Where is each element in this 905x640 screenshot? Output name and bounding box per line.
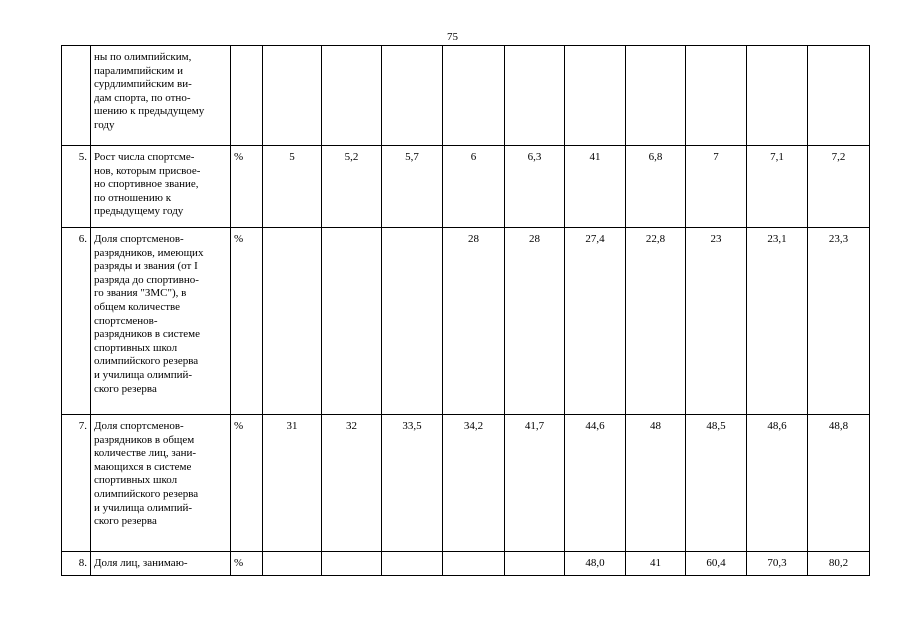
indicators-table — [61, 45, 870, 576]
value-cell — [505, 46, 565, 146]
indicator-name — [91, 415, 231, 552]
indicator-name-line: спортсменов- — [94, 314, 158, 327]
value-cell: 6,3 — [505, 146, 565, 228]
value-cell: 28 — [505, 228, 565, 415]
value-cell — [382, 46, 443, 146]
value-cell: 23,1 — [747, 228, 808, 415]
value-cell: 48,8 — [808, 415, 870, 552]
indicator-name-line: ского резерва — [94, 382, 157, 395]
indicator-name-line: и училища олимпий- — [94, 501, 193, 514]
indicator-name-line: предыдущему году — [94, 205, 184, 218]
value-cell: 6 — [443, 146, 505, 228]
value-cell: 48,6 — [747, 415, 808, 552]
unit-cell: % — [231, 415, 263, 552]
value-cell — [382, 552, 443, 576]
value-cell: 34,2 — [443, 415, 505, 552]
indicator-name-line: олимпийского резерва — [94, 355, 199, 368]
indicator-name-line: количестве лиц, зани- — [94, 447, 197, 460]
value-cell: 23,3 — [808, 228, 870, 415]
indicator-name-line: общем количестве — [94, 300, 181, 313]
indicator-name-line: сурдлимпийским ви- — [94, 78, 192, 91]
table-row — [62, 146, 870, 228]
value-cell: 80,2 — [808, 552, 870, 576]
table-row — [62, 46, 870, 146]
indicator-name-line: разрядников в системе — [94, 328, 201, 341]
row-number: 8. — [62, 552, 91, 576]
value-cell — [322, 46, 382, 146]
indicator-name-line: спортивных школ — [94, 341, 178, 354]
indicator-name-line: Доля лиц, занимаю- — [94, 557, 188, 569]
indicator-name-line: году — [94, 118, 115, 131]
indicator-name-line: спортивных школ — [94, 474, 178, 487]
indicator-name — [91, 46, 231, 146]
value-cell: 41,7 — [505, 415, 565, 552]
unit-cell: % — [231, 228, 263, 415]
value-cell: 7,2 — [808, 146, 870, 228]
value-cell: 7,1 — [747, 146, 808, 228]
row-number — [62, 46, 91, 146]
indicator-name-line: но спортивное звание, — [94, 178, 199, 191]
indicator-name-line: паралимпийским и — [94, 64, 183, 77]
value-cell: 41 — [565, 146, 626, 228]
row-number: 6. — [62, 228, 91, 415]
value-cell — [747, 46, 808, 146]
indicator-name-line: мающихся в системе — [94, 460, 192, 473]
row-number: 5. — [62, 146, 91, 228]
indicator-name-line: шению к предыдущему — [94, 105, 205, 118]
value-cell: 5,2 — [322, 146, 382, 228]
value-cell: 48,0 — [565, 552, 626, 576]
indicator-name-line: и училища олимпий- — [94, 368, 193, 381]
indicator-name-line: Доля спортсменов- — [94, 233, 184, 245]
value-cell — [808, 46, 870, 146]
value-cell — [443, 552, 505, 576]
indicator-name-line: олимпийского резерва — [94, 487, 199, 500]
indicator-name-line: Доля спортсменов- — [94, 420, 184, 432]
value-cell: 33,5 — [382, 415, 443, 552]
value-cell — [443, 46, 505, 146]
indicator-name — [91, 552, 231, 576]
indicator-name-line: разрядников, имеющих — [94, 246, 204, 259]
indicator-name-line: го звания "ЗМС"), в — [94, 287, 187, 300]
indicator-name — [91, 146, 231, 228]
indicator-name-line: дам спорта, по отно- — [94, 91, 191, 104]
page-number: 75 — [447, 31, 458, 43]
value-cell: 31 — [263, 415, 322, 552]
value-cell: 6,8 — [626, 146, 686, 228]
value-cell: 22,8 — [626, 228, 686, 415]
value-cell — [626, 46, 686, 146]
value-cell: 27,4 — [565, 228, 626, 415]
indicator-name-line: разряды и звания (от I — [94, 260, 198, 273]
table-body — [62, 46, 870, 576]
unit-cell — [231, 46, 263, 146]
value-cell: 41 — [626, 552, 686, 576]
value-cell: 44,6 — [565, 415, 626, 552]
row-number: 7. — [62, 415, 91, 552]
indicator-name-line: разрядников в общем — [94, 433, 195, 446]
value-cell — [505, 552, 565, 576]
value-cell: 28 — [443, 228, 505, 415]
table-row — [62, 415, 870, 552]
value-cell: 48,5 — [686, 415, 747, 552]
value-cell: 5 — [263, 146, 322, 228]
value-cell: 7 — [686, 146, 747, 228]
indicator-name-line: по отношению к — [94, 191, 172, 204]
value-cell — [263, 228, 322, 415]
indicator-name-line: ны по олимпийским, — [94, 51, 192, 63]
value-cell: 32 — [322, 415, 382, 552]
value-cell — [263, 552, 322, 576]
unit-cell: % — [231, 146, 263, 228]
value-cell — [322, 228, 382, 415]
value-cell — [382, 228, 443, 415]
value-cell: 60,4 — [686, 552, 747, 576]
indicator-name-line: ского резерва — [94, 515, 157, 528]
value-cell: 48 — [626, 415, 686, 552]
value-cell: 70,3 — [747, 552, 808, 576]
value-cell — [263, 46, 322, 146]
unit-cell: % — [231, 552, 263, 576]
table-row — [62, 552, 870, 576]
value-cell: 23 — [686, 228, 747, 415]
value-cell — [565, 46, 626, 146]
indicator-name-line: нов, которым присвое- — [94, 164, 201, 177]
indicator-name — [91, 228, 231, 415]
table-row — [62, 228, 870, 415]
value-cell — [322, 552, 382, 576]
indicator-name-line: разряда до спортивно- — [94, 273, 199, 286]
value-cell — [686, 46, 747, 146]
indicator-name-line: Рост числа спортсме- — [94, 151, 195, 163]
value-cell: 5,7 — [382, 146, 443, 228]
